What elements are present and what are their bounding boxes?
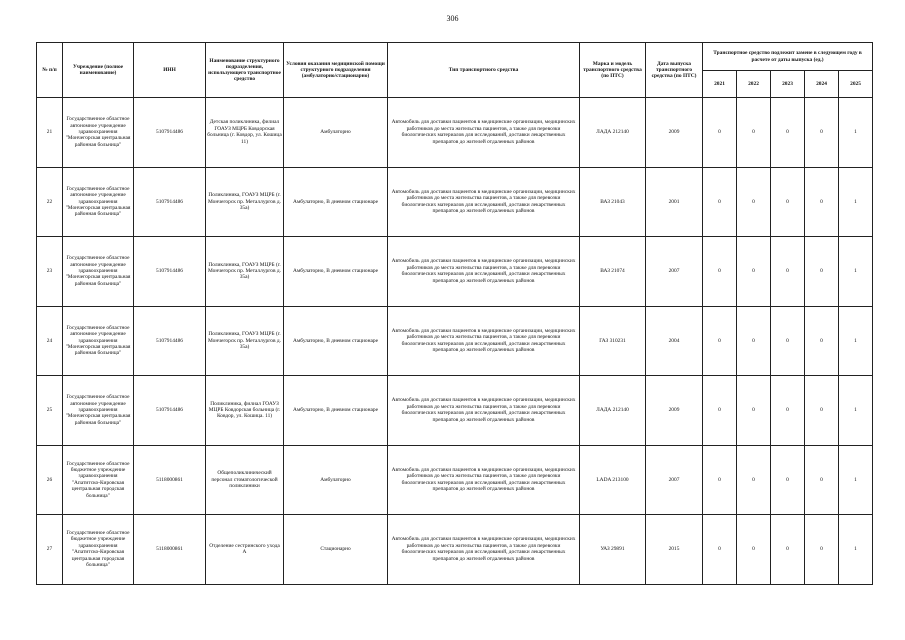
header-conditions: Условия оказания медицинской помощи структурного подразделения (амбулаторно/стационарно)	[284, 43, 388, 98]
header-vehicle-type: Тип транспортного средства	[388, 43, 580, 98]
cell-year: 2007	[646, 445, 703, 515]
cell-conditions: Амбулаторно, В дневном стационаре	[284, 167, 388, 237]
cell-2025: 1	[839, 445, 873, 515]
cell-2022: 0	[737, 98, 771, 168]
cell-unit: Отделение сестринского ухода А	[206, 515, 284, 585]
cell-num: 26	[37, 445, 63, 515]
cell-model: ВАЗ 21074	[580, 237, 646, 307]
cell-2021: 0	[703, 445, 737, 515]
cell-2022: 0	[737, 515, 771, 585]
table-row	[37, 376, 873, 446]
cell-2023: 0	[771, 306, 805, 376]
header-model: Марка и модель транспортного средства (по ПТС)	[580, 43, 646, 98]
cell-unit: Детская поликлиника, филиал ГОАУЗ МЦРБ Ковдорская больница (г. Ковдор, ул. Кошица 11)	[206, 98, 284, 168]
cell-vehicle-type: Автомобиль для доставки пациентов в медицинские организации, медицинских работников до места жительства пациентов, а также для перевозки биологических материалов для исследований, доставки лекарственных препаратов до жителей отдаленных районов	[388, 515, 580, 585]
cell-num: 23	[37, 237, 63, 307]
cell-institution: Государственное областное бюджетное учреждение здравоохранения "Апатитско-Кировская центральная городская больница"	[63, 515, 134, 585]
cell-2024: 0	[805, 515, 839, 585]
cell-year: 2015	[646, 515, 703, 585]
cell-2021: 0	[703, 306, 737, 376]
cell-conditions: Амбулаторно, В дневном стационаре	[284, 237, 388, 307]
header-year-2022: 2022	[737, 71, 771, 98]
cell-2021: 0	[703, 376, 737, 446]
cell-institution: Государственное областное автономное учреждение здравоохранения "Мончегорская центральная районная больница"	[63, 167, 134, 237]
cell-num: 27	[37, 515, 63, 585]
cell-institution: Государственное областное автономное учреждение здравоохранения "Мончегорская центральная районная больница"	[63, 98, 134, 168]
cell-2023: 0	[771, 445, 805, 515]
cell-2025: 1	[839, 306, 873, 376]
header-inn: ИНН	[134, 43, 206, 98]
cell-num: 22	[37, 167, 63, 237]
cell-year: 2009	[646, 376, 703, 446]
cell-vehicle-type: Автомобиль для доставки пациентов в медицинские организации, медицинских работников до места жительства пациентов, а также для перевозки биологических материалов для исследований, доставки лекарственных препаратов до жителей отдаленных районов	[388, 237, 580, 307]
cell-inn: 5118000861	[134, 515, 206, 585]
cell-conditions: Амбулаторно	[284, 445, 388, 515]
cell-2024: 0	[805, 445, 839, 515]
cell-conditions: Амбулаторно, В дневном стационаре	[284, 306, 388, 376]
header-year-2024: 2024	[805, 71, 839, 98]
table-header	[37, 43, 873, 98]
cell-2022: 0	[737, 167, 771, 237]
cell-conditions: Стационарно	[284, 515, 388, 585]
cell-inn: 5107914486	[134, 98, 206, 168]
cell-num: 25	[37, 376, 63, 446]
cell-inn: 5107914486	[134, 306, 206, 376]
cell-2021: 0	[703, 515, 737, 585]
cell-2024: 0	[805, 98, 839, 168]
cell-2023: 0	[771, 167, 805, 237]
header-year-2021: 2021	[703, 71, 737, 98]
table-row	[37, 167, 873, 237]
table-row	[37, 515, 873, 585]
cell-2022: 0	[737, 376, 771, 446]
header-year: Дата выпуска транспортного средства (по ПТС)	[646, 43, 703, 98]
cell-2025: 1	[839, 515, 873, 585]
cell-unit: Поликлиника, ГОАУЗ МЦРБ (г. Мончегорск пр. Металлургов д. 35а)	[206, 306, 284, 376]
cell-vehicle-type: Автомобиль для доставки пациентов в медицинские организации, медицинских работников до места жительства пациентов, а также для перевозки биологических материалов для исследований, доставки лекарственных препаратов до жителей отдаленных районов	[388, 376, 580, 446]
cell-2022: 0	[737, 237, 771, 307]
cell-inn: 5107914486	[134, 237, 206, 307]
cell-institution: Государственное областное бюджетное учреждение здравоохранения "Апатитско-Кировская центральная городская больница"	[63, 445, 134, 515]
cell-model: LADA 213100	[580, 445, 646, 515]
page-number: 306	[446, 14, 459, 23]
cell-unit: Общеполиклинический персонал стоматологической поликлиники	[206, 445, 284, 515]
cell-2023: 0	[771, 515, 805, 585]
cell-vehicle-type: Автомобиль для доставки пациентов в медицинские организации, медицинских работников до места жительства пациентов, а также для перевозки биологических материалов для исследований, доставки лекарственных препаратов до жителей отдаленных районов	[388, 167, 580, 237]
table-row	[37, 98, 873, 168]
cell-vehicle-type: Автомобиль для доставки пациентов в медицинские организации, медицинских работников до места жительства пациентов, а также для перевозки биологических материалов для исследований, доставки лекарственных препаратов до жителей отдаленных районов	[388, 98, 580, 168]
header-replacement-group: Транспортное средство подлежит замене в следующем году в расчете от даты выпуска (ед.)	[703, 43, 873, 71]
header-unit: Наименование структурного подразделения, использующего транспортное средство	[206, 43, 284, 98]
cell-institution: Государственное областное автономное учреждение здравоохранения "Мончегорская центральная районная больница"	[63, 237, 134, 307]
cell-2022: 0	[737, 445, 771, 515]
cell-2021: 0	[703, 98, 737, 168]
vehicle-registry-table	[36, 42, 873, 585]
cell-2021: 0	[703, 237, 737, 307]
header-year-2023: 2023	[771, 71, 805, 98]
cell-2023: 0	[771, 237, 805, 307]
cell-2021: 0	[703, 167, 737, 237]
cell-2023: 0	[771, 376, 805, 446]
cell-2024: 0	[805, 376, 839, 446]
cell-model: ЛАДА 212140	[580, 98, 646, 168]
table-row	[37, 445, 873, 515]
cell-vehicle-type: Автомобиль для доставки пациентов в медицинские организации, медицинских работников до места жительства пациентов, а также для перевозки биологических материалов для исследований, доставки лекарственных препаратов до жителей отдаленных районов	[388, 306, 580, 376]
cell-2025: 1	[839, 237, 873, 307]
cell-inn: 5107914486	[134, 167, 206, 237]
cell-2025: 1	[839, 167, 873, 237]
cell-unit: Поликлиника, ГОАУЗ МЦРБ (г. Мончегорск пр. Металлургов д. 35а)	[206, 167, 284, 237]
cell-num: 24	[37, 306, 63, 376]
cell-year: 2007	[646, 237, 703, 307]
cell-2024: 0	[805, 237, 839, 307]
cell-inn: 5107914486	[134, 376, 206, 446]
cell-model: ГАЗ 310231	[580, 306, 646, 376]
cell-inn: 5118000861	[134, 445, 206, 515]
cell-year: 2009	[646, 98, 703, 168]
cell-num: 21	[37, 98, 63, 168]
cell-2025: 1	[839, 376, 873, 446]
cell-institution: Государственное областное автономное учреждение здравоохранения "Мончегорская центральная районная больница"	[63, 376, 134, 446]
cell-institution: Государственное областное автономное учреждение здравоохранения "Мончегорская центральная районная больница"	[63, 306, 134, 376]
cell-model: ВАЗ 21043	[580, 167, 646, 237]
cell-2024: 0	[805, 167, 839, 237]
table-body	[37, 98, 873, 585]
cell-2022: 0	[737, 306, 771, 376]
cell-2023: 0	[771, 98, 805, 168]
cell-2025: 1	[839, 98, 873, 168]
cell-year: 2001	[646, 167, 703, 237]
cell-unit: Поликлиника, ГОАУЗ МЦРБ (г. Мончегорск пр. Металлургов д. 35а)	[206, 237, 284, 307]
table-row	[37, 306, 873, 376]
cell-unit: Поликлиника, филиал ГОАУЗ МЦРБ Ковдорская больница (г. Ковдор, ул. Кошица. 11)	[206, 376, 284, 446]
header-institution: Учреждение (полное наименование)	[63, 43, 134, 98]
cell-model: УАЗ 29891	[580, 515, 646, 585]
cell-vehicle-type: Автомобиль для доставки пациентов в медицинские организации, медицинских работников до места жительства пациентов, а также для перевозки биологических материалов для исследований, доставки лекарственных препаратов до жителей отдаленных районов	[388, 445, 580, 515]
table-row	[37, 237, 873, 307]
header-num: № п/п	[37, 43, 63, 98]
cell-2024: 0	[805, 306, 839, 376]
cell-conditions: Амбулаторно	[284, 98, 388, 168]
cell-year: 2004	[646, 306, 703, 376]
header-year-2025: 2025	[839, 71, 873, 98]
cell-model: ЛАДА 212140	[580, 376, 646, 446]
cell-conditions: Амбулаторно, В дневном стационаре	[284, 376, 388, 446]
